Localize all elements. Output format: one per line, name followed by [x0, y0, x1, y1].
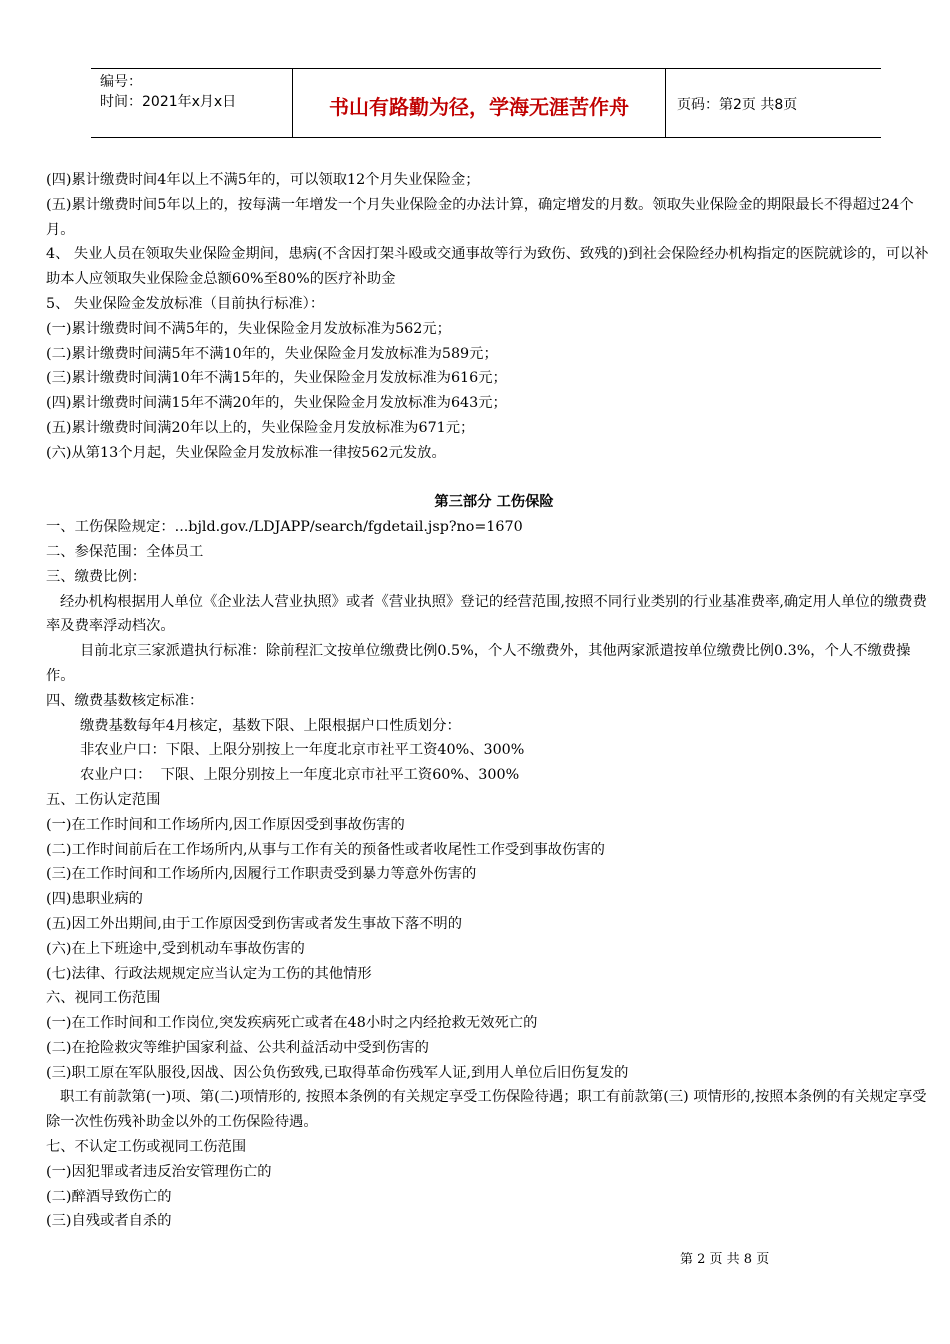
paragraph-line: 六、视同工伤范围: [46, 990, 161, 1007]
paragraph-line: (五)累计缴费时间满20年以上的，失业保险金月发放标准为671元；: [46, 419, 475, 436]
header-meta-cell: [91, 69, 293, 137]
paragraph-line: 目前北京三家派遣执行标准：除前程汇文按单位缴费比例0.5%，个人不缴费外，其他两家派遣按单位缴费比例0.3%，个人不缴费操作。: [46, 643, 911, 684]
paragraph-line: (一)在工作时间和工作场所内,因工作原因受到事故伤害的: [46, 816, 405, 833]
paragraph-line: 农业户口： 下限、上限分别按上一年度北京市社平工资60%、300%: [80, 767, 520, 784]
paragraph-line: (三)在工作时间和工作场所内,因履行工作职责受到暴力等意外伤害的: [46, 866, 477, 883]
paragraph-line: (三)累计缴费时间满10年不满15年的，失业保险金月发放标准为616元；: [46, 370, 507, 387]
paragraph-line: 三、缴费比例：: [46, 568, 147, 585]
paragraph-line: (一)因犯罪或者违反治安管理伤亡的: [46, 1163, 272, 1180]
header-motto: 书山有路勤为径，学海无涯苦作舟: [329, 95, 629, 119]
paragraph-line: (四)累计缴费时间满15年不满20年的，失业保险金月发放标准为643元；: [46, 395, 507, 412]
blank-line: [46, 466, 930, 491]
paragraph-line: 非农业户口：下限、上限分别按上一年度北京市社平工资40%、300%: [80, 742, 525, 759]
paragraph-line: (二)在抢险救灾等维护国家利益、公共利益活动中受到伤害的: [46, 1039, 429, 1056]
page-footer: 第 2 页 共 8 页: [680, 1252, 770, 1267]
header-page-cell: [666, 69, 881, 137]
header-page-info: 页码：第2页 共8页: [677, 97, 798, 113]
paragraph-line: (二)累计缴费时间满5年不满10年的，失业保险金月发放标准为589元；: [46, 345, 498, 362]
paragraph-line: 职工有前款第(一)项、第(二)项情形的, 按照本条例的有关规定享受工伤保险待遇；职工有前款第(三) 项情形的,按照本条例的有关规定享受除一次性伤残补助金以外的工伤保险待遇。: [46, 1089, 927, 1131]
paragraph-line: (六)从第13个月起，失业保险金月发放标准一律按562元发放。: [46, 444, 446, 461]
paragraph-line: (七)法律、行政法规规定应当认定为工伤的其他情形: [46, 965, 372, 982]
paragraph-line: (五)累计缴费时间5年以上的，按每满一年增发一个月失业保险金的办法计算，确定增发的月数。领取失业保险金的期限最长不得超过24个月。: [46, 196, 914, 238]
paragraph-line: (五)因工外出期间,由于工作原因受到伤害或者发生事故下落不明的: [46, 915, 463, 932]
paragraph-line: 二、参保范围：全体员工: [46, 543, 204, 560]
paragraph-line: (三)职工原在军队服役,因战、因公负伤致残,已取得革命伤残军人证,到用人单位后旧伤复发的: [46, 1064, 629, 1081]
paragraph-line: 5、 失业保险金发放标准（目前执行标准）：: [46, 295, 325, 312]
paragraph-line: 四、缴费基数核定标准：: [46, 692, 204, 709]
page-header: [91, 68, 881, 138]
paragraph-line: (六)在上下班途中,受到机动车事故伤害的: [46, 940, 305, 957]
paragraph-line: (二)醉酒导致伤亡的: [46, 1188, 172, 1205]
paragraph-line: (三)自残或者自杀的: [46, 1213, 172, 1230]
section-title: 第三部分 工伤保险: [434, 494, 554, 511]
document-time-label: 时间：2021年x月x日: [100, 94, 237, 110]
paragraph-line: 缴费基数每年4月核定，基数下限、上限根据户口性质划分：: [80, 717, 461, 734]
paragraph-line: 经办机构根据用人单位《企业法人营业执照》或者《营业执照》登记的经营范围,按照不同行业类别的行业基准费率,确定用人单位的缴费费率及费率浮动档次。: [46, 593, 927, 635]
paragraph-line: (一)在工作时间和工作岗位,突发疾病死亡或者在48小时之内经抢救无效死亡的: [46, 1015, 538, 1032]
paragraph-line: (一)累计缴费时间不满5年的，失业保险金月发放标准为562元；: [46, 320, 451, 337]
paragraph-line: 七、不认定工伤或视同工伤范围: [46, 1139, 247, 1156]
document-body: [46, 168, 930, 1234]
paragraph-line: (二)工作时间前后在工作场所内,从事与工作有关的预备性或者收尾性工作受到事故伤害的: [46, 841, 605, 858]
header-motto-cell: [293, 69, 666, 137]
paragraph-line: 4、 失业人员在领取失业保险金期间，患病(不含因打架斗殴或交通事故等行为致伤、致残的)到社会保险经办机构指定的医院就诊的，可以补助本人应领取失业保险金总额60%至80%的医疗补助金: [46, 246, 929, 288]
paragraph-line: (四)患职业病的: [46, 891, 143, 908]
paragraph-line: (四)累计缴费时间4年以上不满5年的，可以领取12个月失业保险金；: [46, 172, 480, 188]
document-number-label: 编号：: [100, 74, 142, 90]
paragraph-line: 一、工伤保险规定：...bjld.gov./LDJAPP/search/fgdetail.jsp?no=1670: [46, 519, 523, 536]
paragraph-line: 五、工伤认定范围: [46, 791, 161, 808]
